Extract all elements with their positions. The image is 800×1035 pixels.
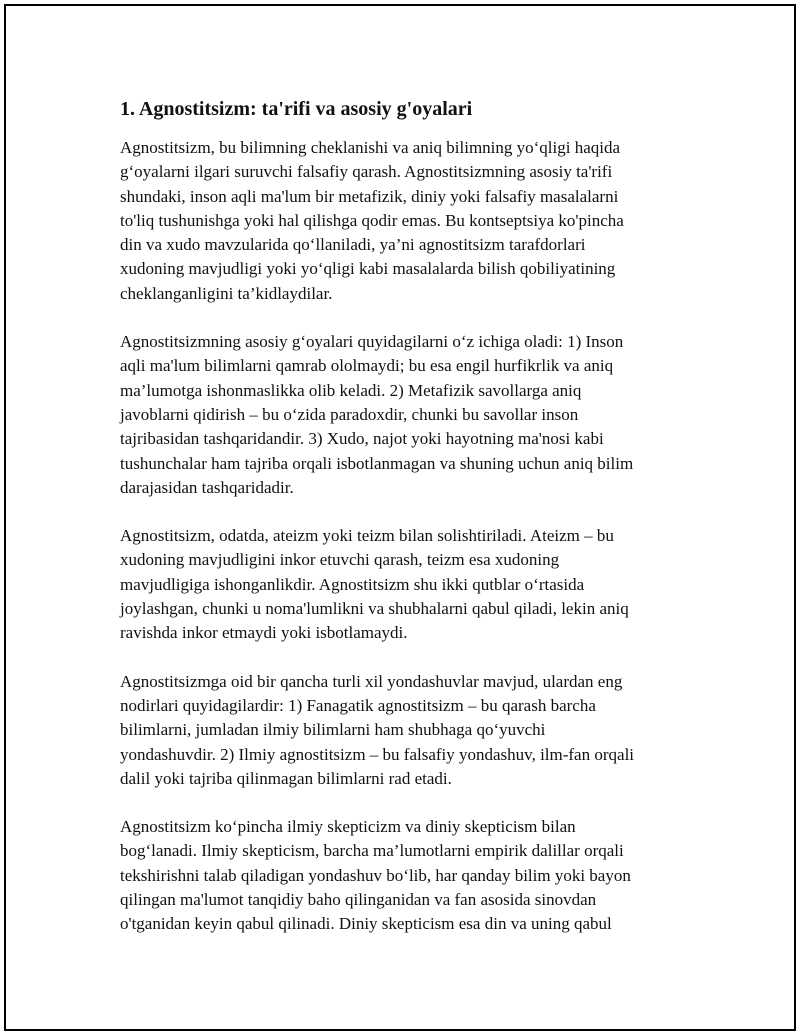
paragraph-line: xudoning mavjudligi yoki yo‘qligi kabi masalalarda bilish qobiliyatining <box>120 259 616 279</box>
paragraph-line: din va xudo mavzularida qo‘llaniladi, ya’ni agnostitsizm tarafdorlari <box>120 235 586 255</box>
section-heading: 1. Agnostitsizm: ta'rifi va asosiy g'oyalari <box>120 98 473 120</box>
paragraph-line: tajribasidan tashqaridandir. 3) Xudo, najot yoki hayotning ma'nosi kabi <box>120 429 604 449</box>
paragraph-line: joylashgan, chunki u noma'lumlikni va shubhalarni qabul qiladi, lekin aniq <box>120 599 629 619</box>
paragraph-line: g‘oyalarni ilgari suruvchi falsafiy qarash. Agnostitsizmning asosiy ta'rifi <box>120 162 613 182</box>
paragraph-3 <box>120 524 690 645</box>
paragraph-4 <box>120 670 690 791</box>
paragraph-line: mavjudligiga ishonganlikdir. Agnostitsizm shu ikki qutblar o‘rtasida <box>120 574 585 594</box>
paragraph-line: tekshirishni talab qiladigan yondashuv bo‘lib, har qanday bilim yoki bayon <box>120 865 631 885</box>
paragraph-line: yondashuvdir. 2) Ilmiy agnostitsizm – bu falsafiy yondashuv, ilm-fan orqali <box>120 744 635 764</box>
paragraph-line: javoblarni qidirish – bu o‘zida paradoxdir, chunki bu savollar inson <box>120 404 579 424</box>
page-frame <box>4 4 796 1031</box>
paragraph-5 <box>120 815 690 936</box>
paragraph-line: cheklanganligini ta’kidlaydilar. <box>120 283 333 303</box>
paragraph-line: bog‘lanadi. Ilmiy skepticism, barcha ma’lumotlarni empirik dalillar orqali <box>120 841 624 861</box>
paragraph-line: to'liq tushunishga yoki hal qilishga qodir emas. Bu kontseptsiya ko'pincha <box>120 210 624 230</box>
paragraph-line: tushunchalar ham tajriba orqali isbotlanmagan va shuning uchun aniq bilim <box>120 453 634 473</box>
paragraph-line: ma’lumotga ishonmaslikka olib keladi. 2) Metafizik savollarga aniq <box>120 380 582 400</box>
paragraph-line: Agnostitsizmga oid bir qancha turli xil yondashuvlar mavjud, ulardan eng <box>120 671 623 691</box>
paragraph-line: qilingan ma'lumot tanqidiy baho qilinganidan va fan asosida sinovdan <box>120 890 597 910</box>
paragraph-line: nodirlari quyidagilardir: 1) Fanagatik agnostitsizm – bu qarash barcha <box>120 695 596 715</box>
paragraph-1 <box>120 136 690 306</box>
paragraph-2 <box>120 330 690 500</box>
paragraph-line: xudoning mavjudligini inkor etuvchi qarash, teizm esa xudoning <box>120 550 560 570</box>
paragraph-line: darajasidan tashqaridadir. <box>120 477 294 497</box>
paragraph-line: dalil yoki tajriba qilinmagan bilimlarni rad etadi. <box>120 768 452 788</box>
paragraph-line: Agnostitsizmning asosiy g‘oyalari quyidagilarni o‘z ichiga oladi: 1) Inson <box>120 332 624 352</box>
paragraph-line: bilimlarni, jumladan ilmiy bilimlarni ham shubhaga qo‘yuvchi <box>120 720 546 740</box>
paragraph-line: Agnostitsizm ko‘pincha ilmiy skepticizm va diniy skepticism bilan <box>120 817 576 837</box>
paragraph-line: Agnostitsizm, bu bilimning cheklanishi va aniq bilimning yo‘qligi haqida <box>120 138 621 157</box>
document-body <box>120 96 690 961</box>
paragraph-line: o'tganidan keyin qabul qilinadi. Diniy skepticism esa din va uning qabul <box>120 914 612 934</box>
paragraph-line: shundaki, inson aqli ma'lum bir metafizik, diniy yoki falsafiy masalalarni <box>120 186 619 206</box>
paragraph-line: Agnostitsizm, odatda, ateizm yoki teizm bilan solishtiriladi. Ateizm – bu <box>120 526 614 546</box>
paragraph-line: ravishda inkor etmaydi yoki isbotlamaydi. <box>120 623 408 643</box>
paragraph-line: aqli ma'lum bilimlarni qamrab ololmaydi; bu esa engil hurfikrlik va aniq <box>120 356 614 376</box>
